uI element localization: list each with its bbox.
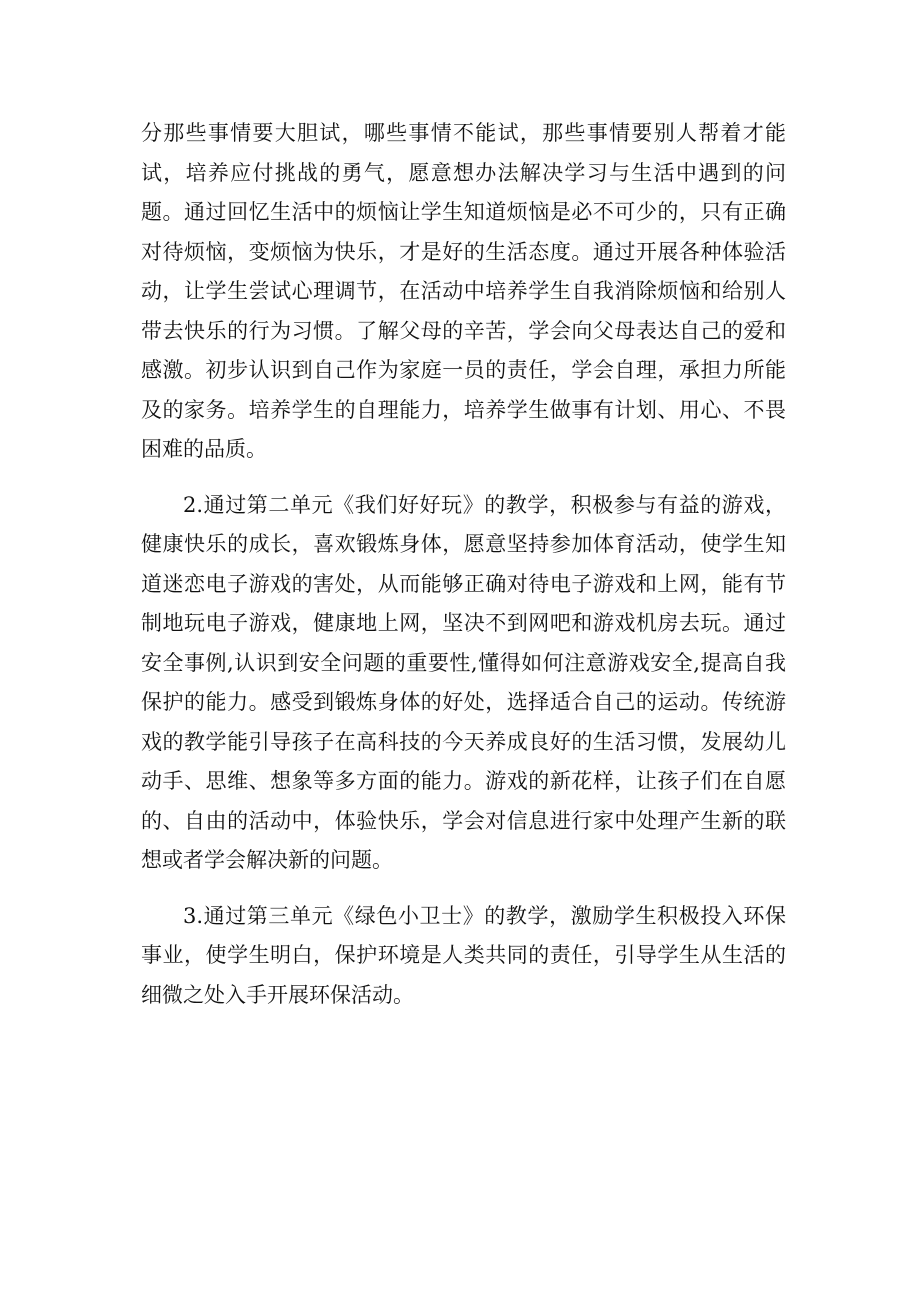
paragraph-unit-two: 2.通过第二单元《我们好好玩》的教学，积极参与有益的游戏，健康快乐的成长，喜欢锻炼身体，愿意坚持参加体育活动，使学生知道迷恋电子游戏的害处，从而能够正确对待电子游戏和上网，能有节制地玩电子游戏，健康地上网，坚决不到网吧和游戏机房去玩。通过安全事例,认识到安全问题的重要性,懂得如何注意游戏安全,提高自我保护的能力。感受到锻炼身体的好处，选择适合自己的运动。传统游戏的教学能引导孩子在高科技的今天养成良好的生活习惯，发展幼儿动手、思维、想象等多方面的能力。游戏的新花样，让孩子们在自愿的、自由的活动中，体验快乐，学会对信息进行家中处理产生新的联想或者学会解决新的问题。 <box>141 492 786 872</box>
document-body <box>141 114 786 1015</box>
paragraph-continuation: 分那些事情要大胆试，哪些事情不能试，那些事情要别人帮着才能试，培养应付挑战的勇气，愿意想办法解决学习与生活中遇到的问题。通过回忆生活中的烦恼让学生知道烦恼是必不可少的，只有正确对待烦恼，变烦恼为快乐，才是好的生活态度。通过开展各种体验活动，让学生尝试心理调节，在活动中培养学生自我消除烦恼和给别人带去快乐的行为习惯。了解父母的辛苦，学会向父母表达自己的爱和感激。初步认识到自己作为家庭一员的责任，学会自理，承担力所能及的家务。培养学生的自理能力，培养学生做事有计划、用心、不畏困难的品质。 <box>141 121 786 461</box>
paragraph-unit-three: 3.通过第三单元《绿色小卫士》的教学，激励学生积极投入环保事业，使学生明白，保护环境是人类共同的责任，引导学生从生活的细微之处入手开展环保活动。 <box>141 903 786 1007</box>
